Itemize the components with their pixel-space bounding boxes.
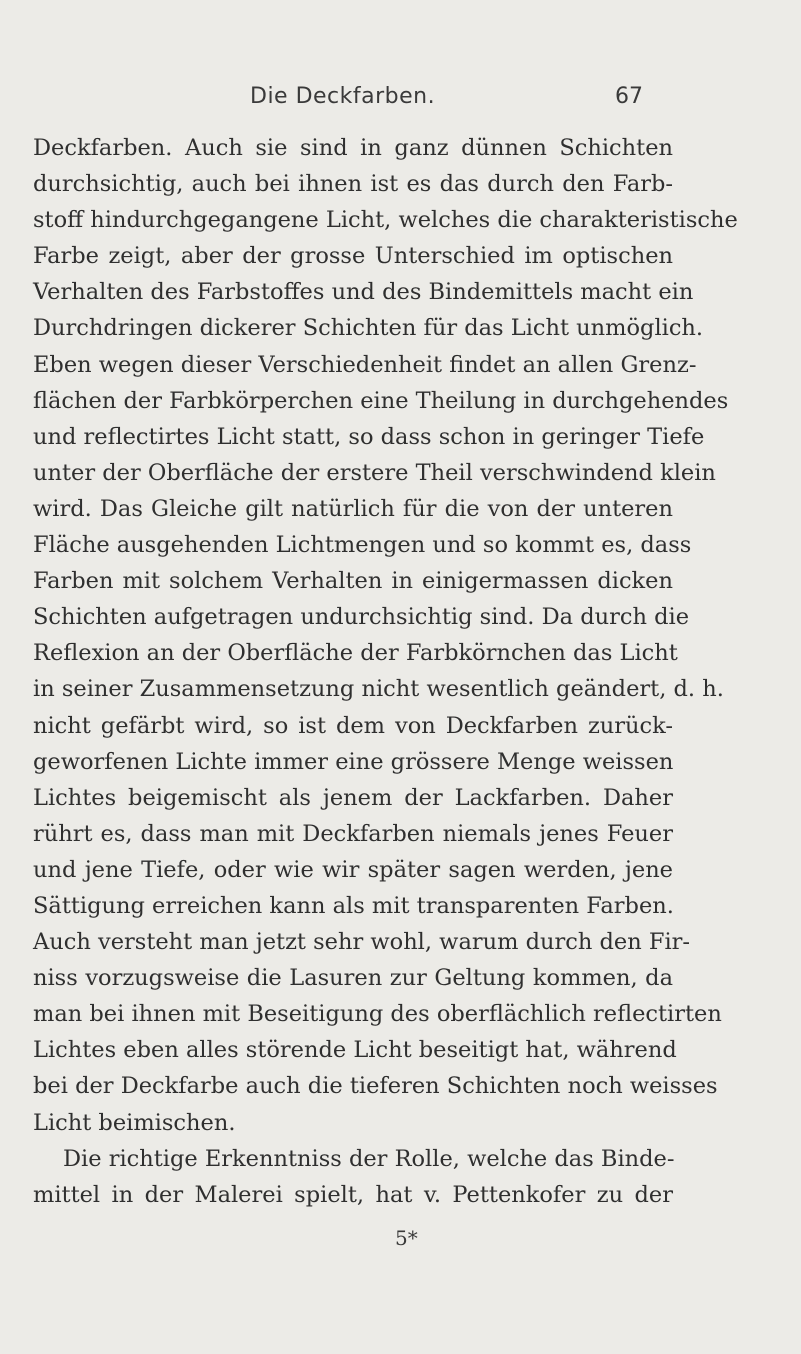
- text-line: stoff hindurchgegangene Licht, welches die charakteristische: [33, 207, 738, 234]
- text-line: durchsichtig, auch bei ihnen ist es das durch den Farb-: [33, 171, 673, 198]
- text-line: rührt es, dass man mit Deckfarben niemals jenes Feuer: [33, 820, 673, 847]
- text-line: Deckfarben. Auch sie sind in ganz dünnen Schichten: [33, 135, 673, 161]
- text-line: mittel in der Malerei spielt, hat v. Pettenkofer zu der: [33, 1181, 673, 1208]
- paragraph-start-line: Die richtige Erkenntniss der Rolle, welche das Binde-: [63, 1145, 675, 1172]
- text-line: Sättigung erreichen kann als mit transparenten Farben.: [33, 892, 674, 919]
- text-line: geworfenen Lichte immer eine grössere Menge weissen: [33, 748, 674, 775]
- text-line: nicht gefärbt wird, so ist dem von Deckfarben zurück-: [33, 712, 673, 739]
- paragraph-end-line: Licht beimischen.: [33, 1109, 236, 1136]
- text-line: Lichtes eben alles störende Licht beseitigt hat, während: [33, 1037, 677, 1064]
- text-line: Farbe zeigt, aber der grosse Unterschied im optischen: [33, 243, 673, 270]
- page-number: 67: [615, 84, 643, 109]
- text-line: wird. Das Gleiche gilt natürlich für die von der unteren: [33, 495, 673, 522]
- text-line: Auch versteht man jetzt sehr wohl, warum durch den Fir-: [33, 929, 691, 956]
- text-line: in seiner Zusammensetzung nicht wesentlich geändert, d. h.: [33, 676, 724, 703]
- text-line: Durchdringen dickerer Schichten für das Licht unmöglich.: [33, 315, 704, 342]
- text-line: Reflexion an der Oberfläche der Farbkörnchen das Licht: [33, 640, 678, 667]
- text-line: Eben wegen dieser Verschiedenheit findet an allen Grenz-: [33, 351, 697, 378]
- running-head: [0, 84, 801, 114]
- text-line: und jene Tiefe, oder wie wir später sagen werden, jene: [33, 856, 673, 883]
- text-line: Farben mit solchem Verhalten in einigermassen dicken: [33, 568, 673, 595]
- text-line: Verhalten des Farbstoffes und des Bindemittels macht ein: [33, 279, 694, 306]
- body-text: [33, 130, 738, 1213]
- text-line: Lichtes beigemischt als jenem der Lackfarben. Daher: [33, 784, 673, 811]
- text-line: flächen der Farbkörperchen eine Theilung in durchgehendes: [33, 387, 729, 414]
- text-line: Schichten aufgetragen undurchsichtig sind. Da durch die: [33, 604, 690, 631]
- text-line: niss vorzugsweise die Lasuren zur Geltung kommen, da: [33, 965, 673, 992]
- text-line: man bei ihnen mit Beseitigung des oberflächlich reflectirten: [33, 1001, 722, 1028]
- running-title: Die Deckfarben.: [250, 84, 436, 109]
- text-line: bei der Deckfarbe auch die tieferen Schichten noch weisses: [33, 1073, 718, 1100]
- text-line: unter der Oberfläche der erstere Theil verschwindend klein: [33, 459, 716, 486]
- text-line: Fläche ausgehenden Lichtmengen und so kommt es, dass: [33, 532, 692, 559]
- text-line: und reflectirtes Licht statt, so dass schon in geringer Tiefe: [33, 423, 705, 450]
- signature-mark: 5*: [395, 1226, 418, 1250]
